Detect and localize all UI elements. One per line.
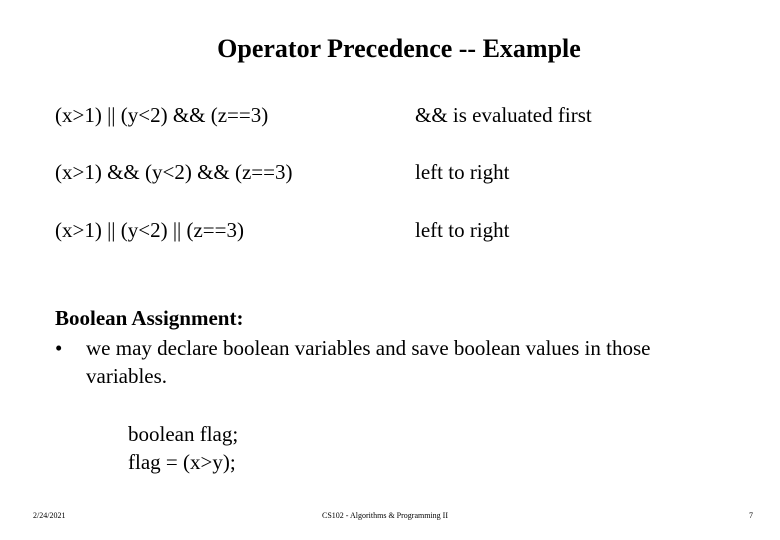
code-line-1: boolean flag; — [128, 422, 239, 446]
boolean-assignment-heading: Boolean Assignment: — [55, 306, 244, 330]
evaluation-note: left to right — [415, 160, 510, 184]
code-line-2: flag = (x>y); — [128, 450, 236, 474]
slide-title: Operator Precedence -- Example — [217, 34, 581, 63]
footer-date: 2/24/2021 — [33, 511, 66, 520]
code-example — [128, 420, 238, 476]
footer-course: CS102 - Algorithms & Programming II — [322, 511, 448, 520]
footer-page-number: 7 — [749, 511, 753, 520]
evaluation-note: && is evaluated first — [415, 103, 592, 127]
expression-text: (x>1) || (y<2) || (z==3) — [55, 218, 244, 242]
evaluation-note: left to right — [415, 218, 510, 242]
bullet-text: we may declare boolean variables and save boolean values in those variables. — [86, 336, 651, 388]
expression-text: (x>1) && (y<2) && (z==3) — [55, 160, 293, 184]
bullet-icon: • — [55, 336, 63, 360]
expression-text: (x>1) || (y<2) && (z==3) — [55, 103, 269, 127]
